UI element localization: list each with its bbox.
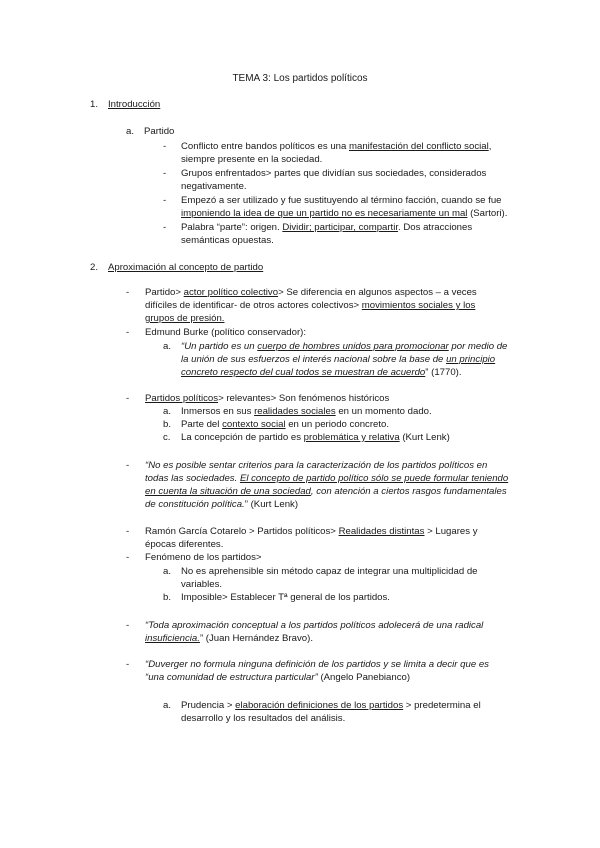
- section-number: 2.: [90, 262, 99, 273]
- quote-text: en cuenta la situación de una sociedad, con atención a ciertos rasgos fundamentales: [145, 486, 507, 497]
- bullet-text: Partido> actor político colectivo> Se diferencia en algunos aspectos – a veces: [145, 287, 477, 298]
- bullet-text: semánticas opuestas.: [181, 235, 274, 246]
- document-title: TEMA 3: Los partidos políticos: [232, 73, 368, 84]
- quote-text: “No es posible sentar criterios para la caracterización de los partidos políticos en: [145, 460, 488, 471]
- quote-text: insuficiencia.” (Juan Hernández Bravo).: [145, 633, 313, 644]
- quote-text: concreto respecto del cual todos se muestran de acuerdo” (1770).: [181, 367, 462, 378]
- bullet-dash: -: [126, 552, 130, 563]
- list-marker: a.: [163, 700, 172, 711]
- bullet-dash: -: [163, 195, 167, 206]
- bullet-dash: -: [126, 659, 130, 670]
- quote-text: “Toda aproximación conceptual a los partidos políticos adolecerá de una radical: [145, 620, 484, 631]
- bullet-text: difíciles de identificar- de otros actores colectivos> movimientos sociales y los: [145, 300, 476, 311]
- bullet-dash: -: [126, 327, 130, 338]
- list-marker: a.: [163, 341, 172, 352]
- list-marker: b.: [163, 419, 172, 430]
- quote-text: “una comunidad de estructura particular” (Angelo Panebianco): [145, 672, 411, 683]
- quote-text: de constitución política.” (Kurt Lenk): [145, 499, 299, 510]
- quote-text: la unión de sus esfuerzos el interés nacional sobre la base de un principio: [181, 354, 496, 365]
- bullet-dash: -: [126, 526, 130, 537]
- quote-text: “Duverger no formula ninguna definición de los partidos y se limita a decir que es: [145, 659, 489, 670]
- bullet-text: grupos de presión.: [145, 313, 225, 324]
- list-marker: b.: [163, 592, 172, 603]
- bullet-text: Ramón García Cotarelo > Partidos políticos> Realidades distintas > Lugares y: [145, 526, 478, 537]
- bullet-dash: -: [126, 393, 130, 404]
- bullet-dash: -: [163, 168, 167, 179]
- bullet-text: Edmund Burke (político conservador):: [145, 327, 307, 338]
- item-partido: Partido: [144, 126, 175, 137]
- section-number: 1.: [90, 99, 99, 110]
- bullet-dash: -: [163, 222, 167, 233]
- bullet-text: Partidos políticos> relevantes> Son fenómenos históricos: [145, 393, 390, 404]
- bullet-text: Conflicto entre bandos políticos es una manifestación del conflicto social,: [181, 141, 492, 152]
- sub-item: Parte del contexto social en un periodo concreto.: [181, 419, 390, 430]
- bullet-dash: -: [126, 620, 130, 631]
- list-marker: c.: [163, 432, 171, 443]
- bullet-dash: -: [126, 287, 130, 298]
- list-marker: a.: [126, 126, 135, 137]
- sub-item: La concepción de partido es problemática y relativa (Kurt Lenk): [181, 432, 450, 443]
- section-heading-introduccion: Introducción: [108, 99, 161, 110]
- section-heading-aproximacion: Aproximación al concepto de partido: [108, 262, 264, 273]
- bullet-text: negativamente.: [181, 181, 247, 192]
- bullet-text: siempre presente en la sociedad.: [181, 154, 323, 165]
- list-marker: a.: [163, 566, 172, 577]
- bullet-text: Fenómeno de los partidos>: [145, 552, 262, 563]
- bullet-text: épocas diferentes.: [145, 539, 224, 550]
- bullet-text: Grupos enfrentados> partes que dividían sus sociedades, considerados: [181, 168, 487, 179]
- bullet-text: Palabra “parte”: origen. Dividir; participar, compartir. Dos atracciones: [181, 222, 473, 233]
- sub-item: Prudencia > elaboración definiciones de los partidos > predetermina el: [181, 700, 481, 711]
- quote-text: todas las sociedades. El concepto de partido político sólo se puede formular teniendo: [145, 473, 509, 484]
- bullet-dash: -: [163, 141, 167, 152]
- sub-item: Inmersos en sus realidades sociales en un momento dado.: [181, 406, 432, 417]
- sub-item: variables.: [181, 579, 223, 590]
- sub-item: No es aprehensible sin método capaz de integrar una multiplicidad de: [181, 566, 478, 577]
- bullet-text: imponiendo la idea de que un partido no es necesariamente un mal (Sartori).: [181, 208, 508, 219]
- list-marker: a.: [163, 406, 172, 417]
- sub-item: desarrollo y los resultados del análisis.: [181, 713, 346, 724]
- bullet-dash: -: [126, 460, 130, 471]
- bullet-text: Empezó a ser utilizado y fue sustituyendo al término facción, cuando se fue: [181, 195, 502, 206]
- quote-text: “Un partido es un cuerpo de hombres unidos para promocionar por medio de: [181, 341, 508, 352]
- sub-item: Imposible> Establecer Tª general de los partidos.: [181, 592, 390, 603]
